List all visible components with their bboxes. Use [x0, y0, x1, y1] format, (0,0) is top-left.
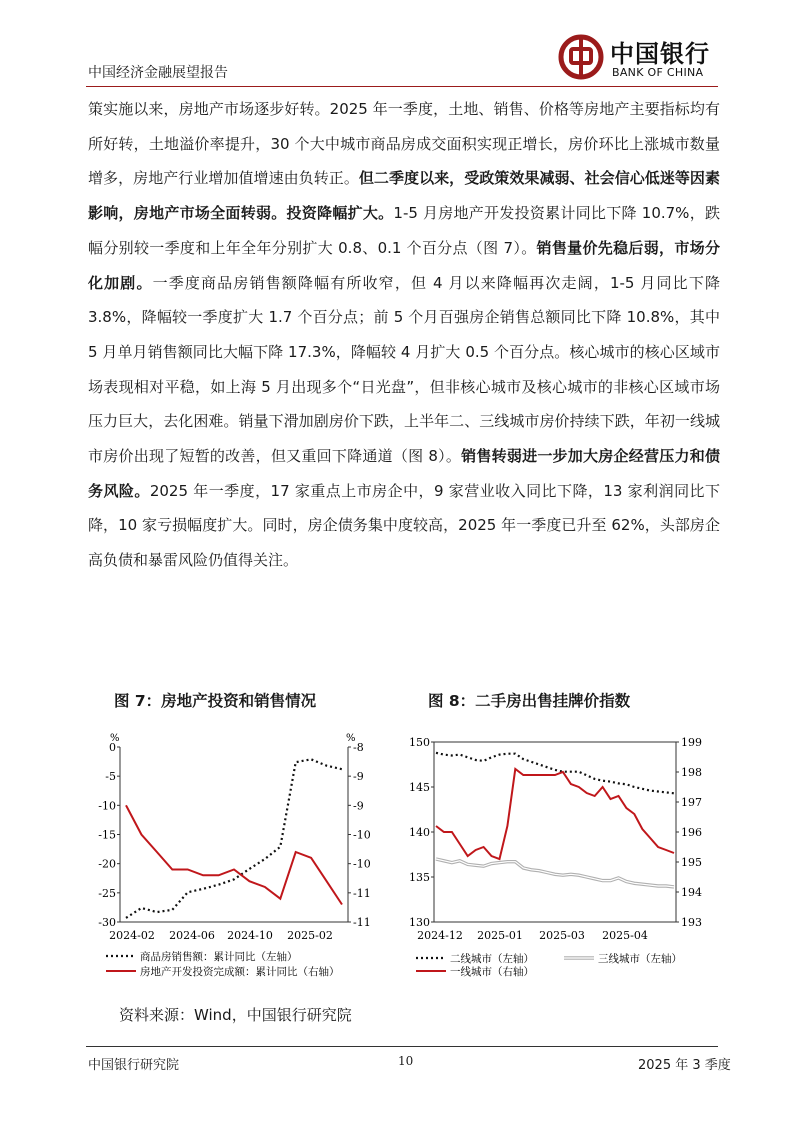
- x-tick-label: 2025-03: [539, 929, 585, 942]
- footer-period: 2025 年 3 季度: [638, 1058, 731, 1073]
- right-tick-label: 199: [681, 736, 702, 749]
- series-line-2: [436, 769, 674, 859]
- left-unit-label: %: [110, 733, 120, 744]
- legend-label: 一线城市（右轴）: [450, 966, 534, 978]
- left-tick-label: -20: [98, 857, 116, 871]
- series-line-1: [126, 805, 342, 904]
- left-tick-label: -25: [98, 886, 116, 900]
- page-number: 10: [398, 1054, 414, 1068]
- legend-label: 房地产开发投资完成额：累计同比（右轴）: [140, 966, 340, 978]
- footer-institution: 中国银行研究院: [88, 1058, 180, 1073]
- left-tick-label: 150: [409, 736, 430, 749]
- x-tick-label: 2024-06: [169, 929, 215, 942]
- figure-8-chart: [409, 728, 712, 998]
- x-tick-label: 2024-12: [417, 929, 463, 942]
- series-line-1: [436, 859, 674, 887]
- bold-text-segment: 销售转弱进一步加大房企经营压力和债务风险。: [88, 447, 720, 500]
- legend-label: 商品房销售额：累计同比（左轴）: [140, 951, 298, 963]
- figure-7-chart: [96, 728, 386, 998]
- right-tick-label: 195: [681, 856, 702, 869]
- figure-8-title: 图 8：二手房出售挂牌价指数: [428, 692, 631, 710]
- legend-label: 三线城市（左轴）: [598, 953, 682, 965]
- body-paragraph: [88, 92, 720, 578]
- x-tick-label: 2025-02: [287, 929, 333, 942]
- bank-logo-icon: [558, 34, 604, 80]
- x-tick-label: 2024-02: [109, 929, 155, 942]
- right-tick-label: 196: [681, 826, 702, 839]
- bold-text-segment: 但二季度以来，受政策效果减弱、社会信心低迷等因素影响，房地产市场全面转弱。投资降幅扩大。: [88, 169, 720, 223]
- x-tick-label: 2025-04: [602, 929, 648, 942]
- legend-label: 二线城市（左轴）: [450, 953, 534, 965]
- right-tick-label: -10: [353, 857, 371, 871]
- source-note: 资料来源：Wind，中国银行研究院: [119, 1006, 352, 1024]
- right-tick-label: 197: [681, 796, 702, 809]
- right-tick-label: 193: [681, 916, 702, 929]
- right-tick-label: -8: [353, 741, 364, 754]
- left-tick-label: 135: [409, 871, 430, 884]
- logo-chinese-name: 中国银行: [610, 40, 710, 68]
- right-tick-label: -11: [353, 916, 371, 929]
- right-tick-label: -10: [353, 828, 371, 842]
- series-line-0: [436, 753, 674, 794]
- left-tick-label: -5: [105, 770, 116, 784]
- left-tick-label: 0: [109, 741, 116, 754]
- text-segment: 2025 年一季度，17 家重点上市房企中，9 家营业收入同比下降，13 家利润同比下降，10 家亏损幅度扩大。同时，房企债务集中度较高，2025 年一季度已升至 62%，头部房企高负债和暴雷风险仍值得关注。: [88, 481, 720, 570]
- right-unit-label: %: [346, 733, 356, 744]
- text-segment: 1-5 月房地产开发投资累计同比下降 10.7%，跌幅分别较一季度和上年全年分别扩大 0.8、0.1 个百分点（图 7）。: [88, 204, 720, 257]
- right-tick-label: 198: [681, 766, 702, 779]
- header-divider: [86, 86, 718, 87]
- left-tick-label: 130: [409, 916, 430, 929]
- report-title: 中国经济金融展望报告: [88, 65, 228, 81]
- text-segment: 策实施以来，房地产市场逐步好转。2025 年一季度，土地、销售、价格等房地产主要指标均有所好转，土地溢价率提升，30 个大中城市商品房成交面积实现正增长，房价环比上涨城市数量增多，房地产行业增加值增速由负转正。: [88, 100, 720, 188]
- bank-of-china-logo: [558, 34, 718, 82]
- right-tick-label: -11: [353, 886, 371, 900]
- right-tick-label: -9: [353, 799, 364, 813]
- left-tick-label: 145: [409, 781, 430, 794]
- left-tick-label: -15: [98, 828, 116, 842]
- x-tick-label: 2024-10: [227, 929, 273, 942]
- left-tick-label: -10: [98, 799, 116, 813]
- left-tick-label: 140: [409, 826, 430, 839]
- right-tick-label: -9: [353, 770, 364, 784]
- right-tick-label: 194: [681, 886, 702, 899]
- left-tick-label: -30: [98, 916, 116, 929]
- text-segment: 一季度商品房销售额降幅有所收窄，但 4 月以来降幅再次走阔，1-5 月同比下降 3.8%，降幅较一季度扩大 1.7 个百分点；前 5 个月百强房企销售总额同比下降 10.8%，其中 5 月单月销售额同比大幅下降 17.3%，降幅较 4 月扩大 0.5 个百分点。核心城市的核心区域市场表现相对平稳，如上海 5 月出现多个“日光盘”，但非核心城市及核心城市的非核心区域市场压力巨大，去化困难。销量下滑加剧房价下跌，上半年二、三线城市房价持续下跌，年初一线城市房价出现了短暂的改善，但又重回下降通道（图 8）。: [88, 273, 720, 466]
- footer-divider: [86, 1046, 718, 1047]
- bold-text-segment: 销售量价先稳后弱，市场分化加剧。: [88, 238, 720, 292]
- figure-7-title: 图 7：房地产投资和销售情况: [114, 692, 317, 710]
- series-line-0: [126, 759, 342, 918]
- x-tick-label: 2025-01: [477, 929, 523, 942]
- logo-english-name: BANK OF CHINA: [612, 66, 704, 79]
